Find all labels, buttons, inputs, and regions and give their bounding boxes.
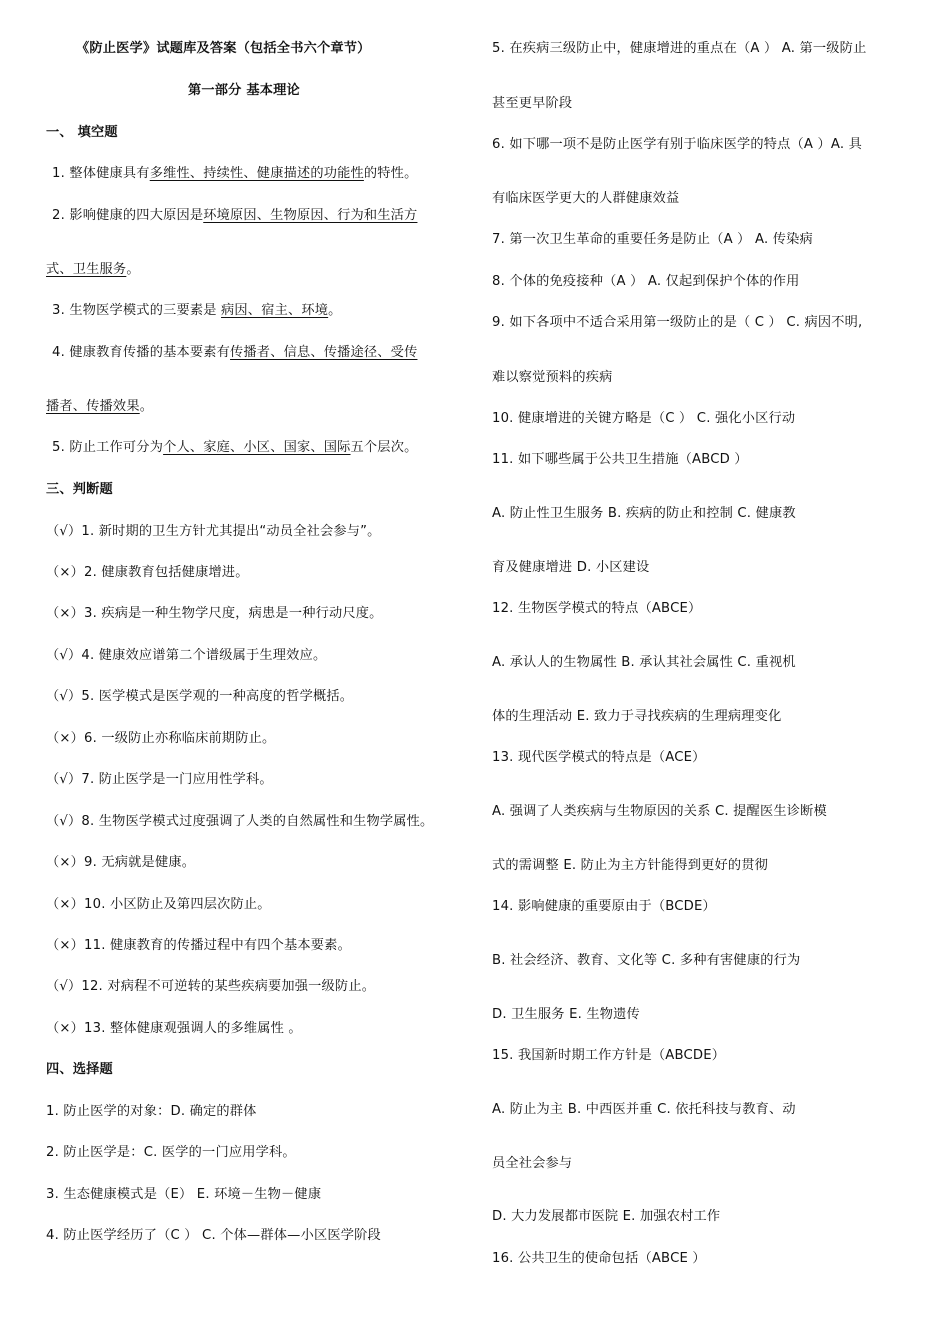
body-text: B. 社会经济、教育、文化等 C. 多种有害健康的行为 bbox=[492, 953, 801, 968]
right-line bbox=[492, 803, 827, 821]
right-line bbox=[492, 95, 572, 113]
body-text: 1. 防止医学的对象：D. 确定的群体 bbox=[46, 1104, 257, 1119]
body-text: （×）2. 健康教育包括健康增进。 bbox=[46, 565, 249, 580]
answer-text: 多维性、持续性、健康描述的功能性 bbox=[149, 166, 364, 181]
body-text: A. 强调了人类疾病与生物原因的关系 C. 提醒医生诊断模 bbox=[492, 804, 827, 819]
left-line bbox=[46, 813, 433, 831]
right-line bbox=[492, 369, 613, 387]
answer-text: 个人、家庭、小区、国家、国际 bbox=[163, 440, 351, 455]
right-line bbox=[492, 857, 768, 875]
body-text: 9. 如下各项中不适合采用第一级防止的是（ C ） C. 病因不明, bbox=[492, 315, 863, 330]
left-line bbox=[46, 605, 383, 623]
right-line bbox=[492, 654, 796, 672]
right-line bbox=[492, 1250, 706, 1268]
body-text: 五个层次。 bbox=[350, 440, 418, 455]
left-line bbox=[52, 165, 417, 183]
left-line bbox=[46, 1061, 113, 1079]
body-text: 15. 我国新时期工作方针是（ABCDE） bbox=[492, 1048, 726, 1063]
body-text: （×）13. 整体健康观强调人的多维属性 。 bbox=[46, 1021, 302, 1036]
body-text: 。 bbox=[126, 262, 140, 277]
left-line bbox=[52, 207, 417, 225]
right-line bbox=[492, 505, 796, 523]
body-text: 。 bbox=[139, 399, 154, 414]
right-line bbox=[492, 451, 748, 469]
body-text: （×）11. 健康教育的传播过程中有四个基本要素。 bbox=[46, 938, 351, 953]
body-text: 3. 生态健康模式是（E） E. 环境－生物－健康 bbox=[46, 1187, 322, 1202]
right-line bbox=[492, 1006, 640, 1024]
heading-text: 《防止医学》试题库及答案（包括全书六个章节） bbox=[76, 41, 371, 56]
heading-text: 四、选择题 bbox=[46, 1062, 113, 1077]
left-line bbox=[46, 1227, 381, 1245]
right-line bbox=[492, 559, 649, 577]
body-text: 难以察觉预料的疾病 bbox=[492, 370, 613, 385]
body-text: （×）3. 疾病是一种生物学尺度，病患是一种行动尺度。 bbox=[46, 606, 383, 621]
left-line bbox=[46, 896, 271, 914]
body-text: 7. 第一次卫生革命的重要任务是防止（A ） A. 传染病 bbox=[492, 232, 813, 247]
body-text: 式的需调整 E. 防止为主方针能得到更好的贯彻 bbox=[492, 858, 769, 873]
right-line bbox=[492, 273, 800, 291]
left-line bbox=[188, 82, 300, 100]
right-line bbox=[492, 410, 795, 428]
body-text: 体的生理活动 E. 致力于寻找疾病的生理病理变化 bbox=[492, 709, 782, 724]
right-line bbox=[492, 1155, 572, 1173]
body-text: 4. 防止医学经历了（C ） C. 个体—群体—小区医学阶段 bbox=[46, 1228, 381, 1243]
answer-text: 病因、宿主、环境 bbox=[221, 303, 329, 318]
left-line bbox=[46, 1103, 257, 1121]
left-line bbox=[46, 481, 113, 499]
body-text: 2. 防止医学是：C. 医学的一门应用学科。 bbox=[46, 1145, 296, 1160]
left-line bbox=[46, 261, 140, 279]
left-line bbox=[46, 523, 381, 541]
right-line bbox=[492, 314, 862, 332]
body-text: 4. 健康教育传播的基本要素有 bbox=[52, 345, 231, 360]
answer-text: 播者、传播效果 bbox=[46, 399, 140, 414]
left-line bbox=[46, 124, 118, 142]
left-line bbox=[46, 564, 249, 582]
body-text: （√）5. 医学模式是医学观的一种高度的哲学概括。 bbox=[46, 689, 354, 704]
right-line bbox=[492, 600, 701, 618]
heading-text: 一、 填空题 bbox=[46, 125, 118, 140]
body-text: （√）12. 对病程不可逆转的某些疾病要加强一级防止。 bbox=[46, 979, 376, 994]
left-line bbox=[46, 1144, 296, 1162]
left-line bbox=[46, 1020, 302, 1038]
body-text: A. 防止为主 B. 中西医并重 C. 依托科技与教育、动 bbox=[492, 1102, 796, 1117]
right-line bbox=[492, 40, 866, 58]
body-text: （×）10. 小区防止及第四层次防止。 bbox=[46, 897, 271, 912]
right-line bbox=[492, 898, 716, 916]
body-text: 8. 个体的免疫接种（A ） A. 仅起到保护个体的作用 bbox=[492, 274, 800, 289]
left-line bbox=[76, 40, 371, 58]
body-text: 12. 生物医学模式的特点（ABCE） bbox=[492, 601, 702, 616]
left-line bbox=[52, 439, 417, 457]
body-text: 有临床医学更大的人群健康效益 bbox=[492, 191, 680, 206]
answer-text: 传播者、信息、传播途径、受传 bbox=[230, 345, 418, 360]
body-text: （√）1. 新时期的卫生方针尤其提出“动员全社会参与”。 bbox=[46, 524, 381, 539]
left-line bbox=[52, 344, 417, 362]
body-text: 5. 防止工作可分为 bbox=[52, 440, 164, 455]
answer-text: 环境原因、生物原因、行为和生活方 bbox=[203, 208, 418, 223]
left-line bbox=[46, 771, 273, 789]
answer-text: 式、卫生服务 bbox=[46, 262, 127, 277]
right-line bbox=[492, 190, 679, 208]
left-line bbox=[46, 978, 375, 996]
right-line bbox=[492, 136, 862, 154]
left-line bbox=[52, 302, 342, 320]
left-line bbox=[46, 1186, 321, 1204]
body-text: （√）4. 健康效应谱第二个谱级属于生理效应。 bbox=[46, 648, 327, 663]
body-text: 育及健康增进 D. 小区建设 bbox=[492, 560, 650, 575]
heading-text: 第一部分 基本理论 bbox=[188, 83, 300, 98]
body-text: 10. 健康增进的关键方略是（C ） C. 强化小区行动 bbox=[492, 411, 796, 426]
body-text: A. 防止性卫生服务 B. 疾病的防止和控制 C. 健康教 bbox=[492, 506, 796, 521]
body-text: （√）8. 生物医学模式过度强调了人类的自然属性和生物学属性。 bbox=[46, 814, 434, 829]
body-text: 11. 如下哪些属于公共卫生措施（ABCD ） bbox=[492, 452, 748, 467]
body-text: （×）6. 一级防止亦称临床前期防止。 bbox=[46, 731, 276, 746]
body-text: 甚至更早阶段 bbox=[492, 96, 573, 111]
body-text: 3. 生物医学模式的三要素是 bbox=[52, 303, 222, 318]
body-text: 14. 影响健康的重要原由于（BCDE） bbox=[492, 899, 716, 914]
body-text: 员全社会参与 bbox=[492, 1156, 573, 1171]
body-text: （√）7. 防止医学是一门应用性学科。 bbox=[46, 772, 273, 787]
body-text: 13. 现代医学模式的特点是（ACE） bbox=[492, 750, 706, 765]
body-text: 。 bbox=[328, 303, 342, 318]
left-line bbox=[46, 647, 326, 665]
body-text: D. 大力发展都市医院 E. 加强农村工作 bbox=[492, 1209, 721, 1224]
body-text: A. 承认人的生物属性 B. 承认其社会属性 C. 重视机 bbox=[492, 655, 796, 670]
left-line bbox=[46, 730, 275, 748]
right-line bbox=[492, 749, 706, 767]
left-line bbox=[46, 854, 195, 872]
left-line bbox=[46, 937, 351, 955]
left-line bbox=[46, 688, 353, 706]
right-line bbox=[492, 952, 800, 970]
body-text: 的特性。 bbox=[363, 166, 418, 181]
body-text: 2. 影响健康的四大原因是 bbox=[52, 208, 204, 223]
body-text: 5. 在疾病三级防止中，健康增进的重点在（A ） A. 第一级防止 bbox=[492, 41, 867, 56]
body-text: 6. 如下哪一项不是防止医学有别于临床医学的特点（A ）A. 具 bbox=[492, 137, 863, 152]
left-line bbox=[46, 398, 153, 416]
right-line bbox=[492, 1208, 720, 1226]
right-line bbox=[492, 1101, 796, 1119]
body-text: （×）9. 无病就是健康。 bbox=[46, 855, 196, 870]
right-line bbox=[492, 708, 781, 726]
body-text: 16. 公共卫生的使命包括（ABCE ） bbox=[492, 1251, 706, 1266]
right-line bbox=[492, 1047, 725, 1065]
body-text: 1. 整体健康具有 bbox=[52, 166, 150, 181]
body-text: D. 卫生服务 E. 生物遗传 bbox=[492, 1007, 640, 1022]
right-line bbox=[492, 231, 813, 249]
heading-text: 三、判断题 bbox=[46, 482, 113, 497]
